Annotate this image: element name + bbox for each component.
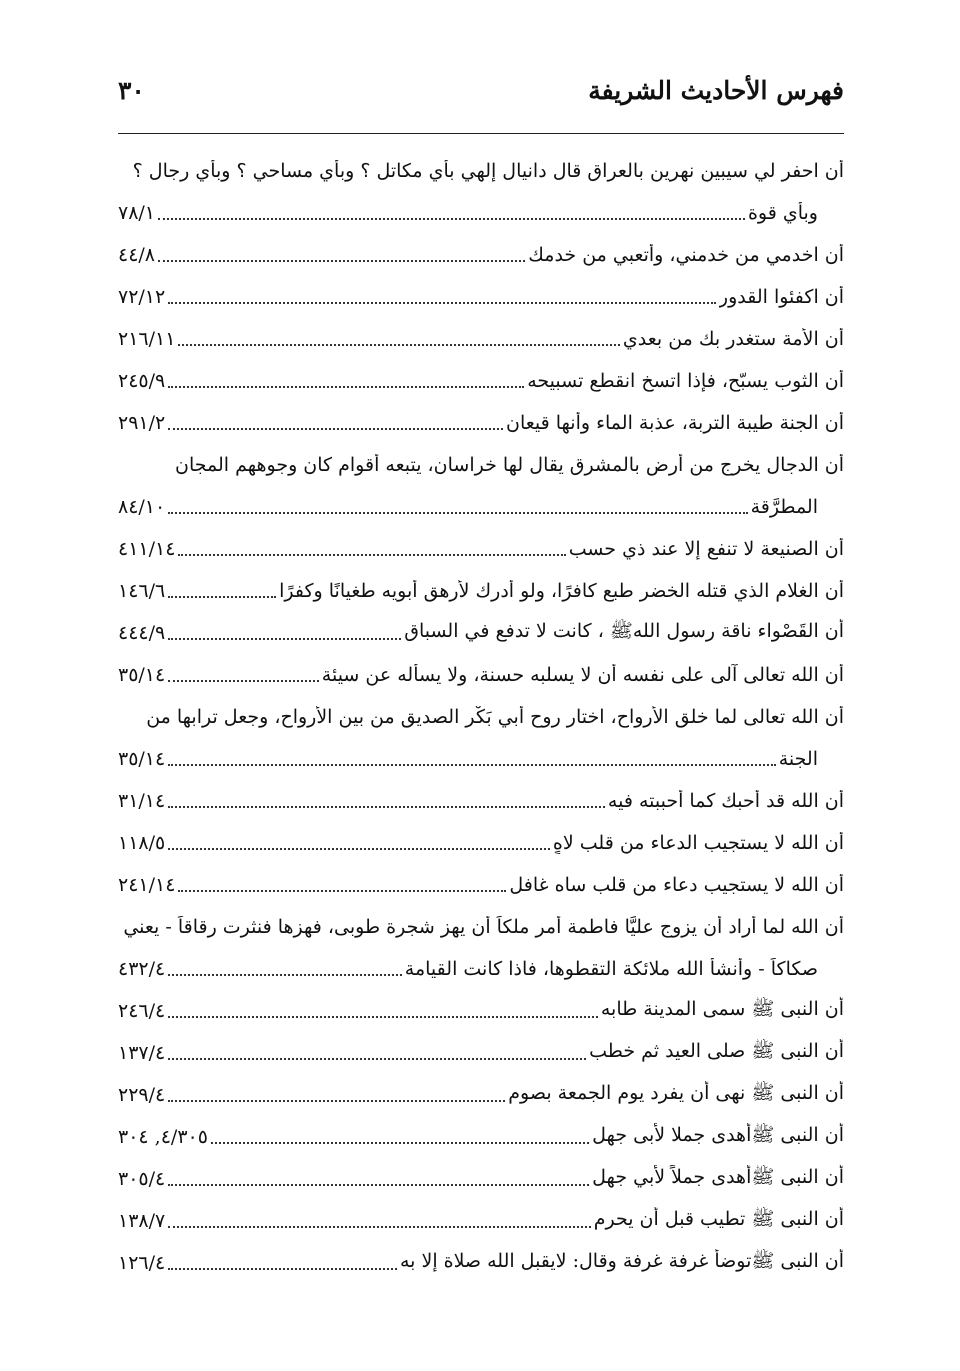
index-entry (118, 402, 844, 444)
dot-leader (168, 596, 276, 598)
entry-first-line (118, 1032, 844, 1074)
entry-text: وبأي قوة (747, 202, 818, 224)
dot-leader (168, 1226, 590, 1228)
entry-reference: ٤٣٢/٤ (118, 958, 166, 980)
entry-reference: ٣٠٥/٤ (118, 1168, 166, 1190)
entry-reference: ٤/٣٠٥, ٣٠٤ (118, 1126, 208, 1148)
index-entry (118, 990, 844, 1032)
entry-reference: ١٣٨/٧ (118, 1210, 166, 1232)
entry-reference: ٣٥/١٤ (118, 664, 166, 686)
dot-leader (168, 428, 503, 430)
entry-text: أن اخدمي من خدمني، وأتعبي من خدمك (528, 244, 844, 266)
entry-text: أن الله لا يستجيب دعاء من قلب ساه غافل (509, 874, 844, 896)
dot-leader (168, 512, 747, 514)
entry-continuation-line (118, 192, 844, 234)
entry-first-line (118, 276, 844, 318)
entry-continuation-line (118, 486, 844, 528)
index-entry (118, 612, 844, 654)
dot-leader (168, 848, 550, 850)
index-entry (118, 1200, 844, 1242)
entry-first-line (118, 528, 844, 570)
entry-reference: ١٢٦/٤ (118, 1252, 166, 1274)
index-entry (118, 360, 844, 402)
dot-leader (158, 260, 525, 262)
hadith-index-list (118, 150, 844, 1284)
entry-continuation-line (118, 948, 844, 990)
dot-leader (168, 1184, 589, 1186)
entry-reference: ١١٨/٥ (118, 832, 166, 854)
index-entry (118, 1074, 844, 1116)
entry-reference: ٤١١/١٤ (118, 538, 176, 560)
entry-first-line (118, 150, 844, 192)
entry-first-line (118, 990, 844, 1032)
entry-text: أن الغلام الذي قتله الخضر طبع كافرًا، ولو أدرك لأرهق أبويه طغيانًا وكفرًا (279, 580, 844, 602)
dot-leader (168, 1058, 586, 1060)
index-entry (118, 864, 844, 906)
entry-text: أن الله لما أراد أن يزوج عليًّا فاطمة أمر ملكاً أن يهز شجرة طوبى، فهزها فنثرت رقاقاً - يعني (123, 916, 844, 938)
entry-text: صكاكاً - وأنشأ الله ملائكة التقطوها، فاذا كانت القيامة (404, 958, 818, 980)
index-entry (118, 318, 844, 360)
page-title: فهرس الأحاديث الشريفة (588, 76, 844, 105)
entry-first-line (118, 1158, 844, 1200)
index-entry (118, 1158, 844, 1200)
entry-text: أن النبى ﷺ سمى المدينة طابه (600, 998, 844, 1020)
dot-leader (168, 974, 402, 976)
dot-leader (168, 386, 524, 388)
index-entry (118, 150, 844, 234)
entry-reference: ٤٤/٨ (118, 244, 156, 266)
index-entry (118, 276, 844, 318)
index-entry (118, 654, 844, 696)
entry-reference: ٢٤٥/٩ (118, 370, 166, 392)
dot-leader (168, 1100, 505, 1102)
entry-text: الجنة (778, 748, 818, 770)
index-entry (118, 570, 844, 612)
entry-reference: ٨٤/١٠ (118, 496, 166, 518)
dot-leader (178, 554, 565, 556)
index-entry (118, 906, 844, 990)
dot-leader (158, 218, 745, 220)
entry-first-line (118, 360, 844, 402)
entry-first-line (118, 1200, 844, 1242)
dot-leader (168, 764, 776, 766)
dot-leader (168, 1016, 598, 1018)
entry-text: أن الله قد أحبك كما أحببته فيه (607, 790, 844, 812)
page-header (118, 76, 844, 116)
dot-leader (211, 1142, 589, 1144)
entry-reference: ٢٤١/١٤ (118, 874, 176, 896)
entry-first-line (118, 1242, 844, 1284)
index-entry (118, 696, 844, 780)
index-entry (118, 1032, 844, 1074)
entry-reference: ٢٤٦/٤ (118, 1000, 166, 1022)
page-number: ٣٠ (118, 76, 145, 105)
entry-reference: ٢٩١/٢ (118, 412, 166, 434)
entry-text: أن النبى ﷺ نهى أن يفرد يوم الجمعة بصوم (508, 1082, 844, 1104)
dot-leader (168, 680, 319, 682)
entry-reference: ١٣٧/٤ (118, 1042, 166, 1064)
entry-first-line (118, 864, 844, 906)
entry-reference: ٣٥/١٤ (118, 748, 166, 770)
dot-leader (168, 1268, 397, 1270)
entry-first-line (118, 654, 844, 696)
entry-text: أن الأمة ستغدر بك من بعدي (622, 328, 844, 350)
entry-reference: ٢١٦/١١ (118, 328, 176, 350)
entry-text: أن النبى ﷺأهدى جملاً لأبي جهل (592, 1166, 844, 1188)
entry-reference: ٧٢/١٢ (118, 286, 166, 308)
index-entry (118, 1116, 844, 1158)
entry-first-line (118, 780, 844, 822)
entry-reference: ٤٤٤/٩ (118, 622, 166, 644)
entry-first-line (118, 612, 844, 654)
entry-continuation-line (118, 738, 844, 780)
entry-text: أن النبى ﷺأهدى جملا لأبى جهل (592, 1124, 844, 1146)
index-entry (118, 234, 844, 276)
entry-text: أن النبى ﷺتوضأ غرفة غرفة وقال: لايقبل الله صلاة إلا به (399, 1250, 844, 1272)
entry-text: أن الله تعالى لما خلق الأرواح، اختار روح أبي بَكْر الصديق من بين الأرواح، وجعل ترابها من (146, 706, 844, 728)
entry-text: أن النبى ﷺ صلى العيد ثم خطب (589, 1040, 844, 1062)
entry-reference: ٧٨/١ (118, 202, 156, 224)
entry-first-line (118, 318, 844, 360)
index-entry (118, 1242, 844, 1284)
entry-first-line (118, 402, 844, 444)
entry-text: أن القَصْواء ناقة رسول اللهﷺ ، كانت لا تدفع في السباق (404, 620, 844, 642)
dot-leader (168, 302, 716, 304)
index-entry (118, 528, 844, 570)
entry-first-line (118, 234, 844, 276)
entry-reference: ١٤٦/٦ (118, 580, 166, 602)
dot-leader (168, 638, 401, 640)
entry-text: أن احفر لي سيبين نهرين بالعراق قال دانيال إلهي بأي مكاتل ؟ وبأي مساحي ؟ وبأي رجال ؟ (132, 160, 844, 182)
dot-leader (168, 806, 605, 808)
entry-first-line (118, 570, 844, 612)
entry-text: أن الدجال يخرج من أرض بالمشرق يقال لها خراسان، يتبعه أقوام كان وجوههم المجان (175, 454, 844, 476)
entry-first-line (118, 1116, 844, 1158)
entry-text: أن الصنيعة لا تنفع إلا عند ذي حسب (568, 538, 844, 560)
entry-text: أن اكفئوا القدور (718, 286, 844, 308)
header-rule (118, 133, 844, 134)
entry-text: أن الثوب يسبّح، فإذا اتسخ انقطع تسبيحه (527, 370, 844, 392)
entry-first-line (118, 696, 844, 738)
entry-text: أن الله لا يستجيب الدعاء من قلب لاهٍ (552, 832, 844, 854)
index-entry (118, 822, 844, 864)
index-entry (118, 444, 844, 528)
entry-text: المطرَّقة (750, 496, 818, 518)
entry-first-line (118, 906, 844, 948)
entry-text: أن الجنة طيبة التربة، عذبة الماء وأنها قيعان (505, 412, 844, 434)
entry-text: أن الله تعالى آلى على نفسه أن لا يسلبه حسنة، ولا يسأله عن سيئة (321, 664, 844, 686)
entry-reference: ٣١/١٤ (118, 790, 166, 812)
dot-leader (178, 890, 506, 892)
entry-first-line (118, 1074, 844, 1116)
entry-first-line (118, 444, 844, 486)
entry-reference: ٢٢٩/٤ (118, 1084, 166, 1106)
entry-text: أن النبى ﷺ تطيب قبل أن يحرم (593, 1208, 844, 1230)
dot-leader (178, 344, 619, 346)
index-entry (118, 780, 844, 822)
entry-first-line (118, 822, 844, 864)
